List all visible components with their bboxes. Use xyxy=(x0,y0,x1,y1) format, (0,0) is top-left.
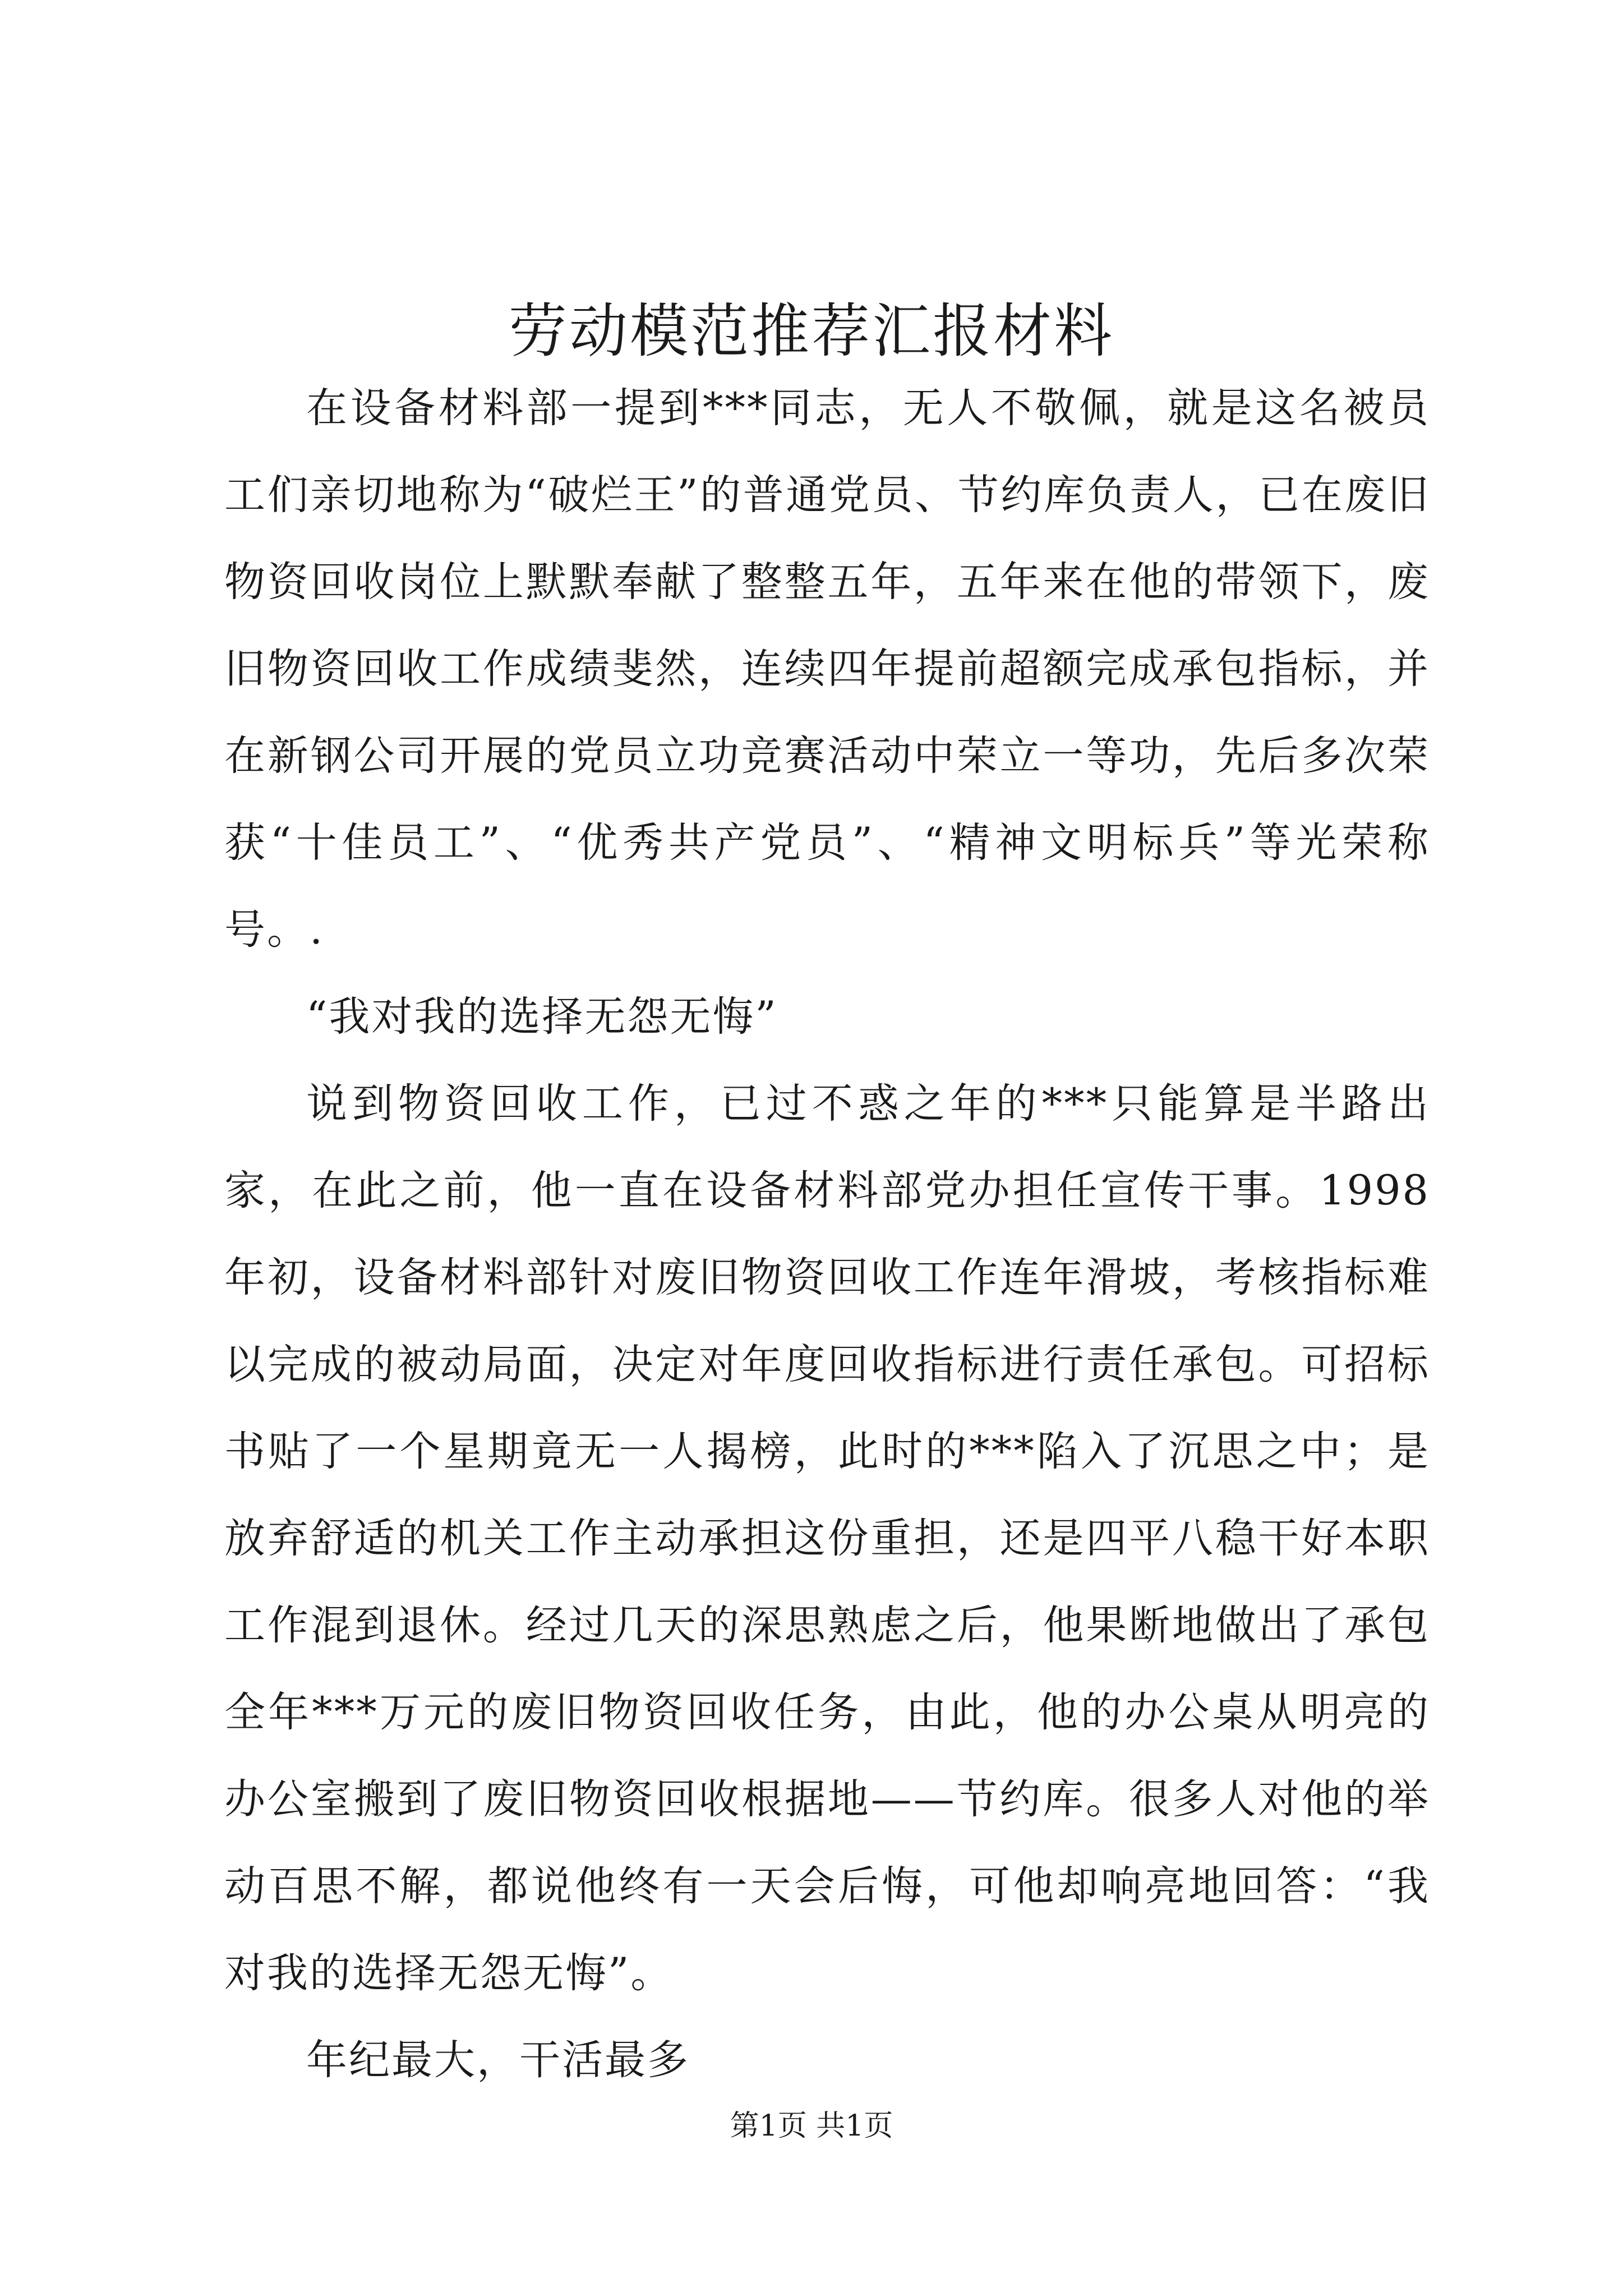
section-heading-work: 年纪最大，干活最多 xyxy=(306,2036,690,2084)
paragraph-choice: 说到物资回收工作，已过不惑之年的***只能算是半路出家，在此之前，他一直在设备材料部党办担任宣传干事。1998年初，设备材料部针对废旧物资回收工作连年滑坡，考核指标难以完成的被动局面，决定对年度回收指标进行责任承包。可招标书贴了一个星期竟无一人揭榜，此时的***陷入了沉思之中；是放弃舒适的机关工作主动承担这份重担，还是四平八稳干好本职工作混到退休。经过几天的深思熟虑之后，他果断地做出了承包全年***万元的废旧物资回收任务，由此，他的办公桌从明亮的办公室搬到了废旧物资回收根据地——节约库。很多人对他的举动百思不解，都说他终有一天会后悔，可他却响亮地回答：“我对我的选择无怨无悔”。 xyxy=(224,1080,1430,1997)
document-body xyxy=(224,365,1430,2104)
section-heading-choice: “我对我的选择无怨无悔” xyxy=(306,993,778,1041)
page-number-footer: 第1页 共1页 xyxy=(730,2109,893,2143)
document-title: 劳动模范推荐汇报材料 xyxy=(508,297,1114,365)
paragraph-intro: 在设备材料部一提到***同志，无人不敬佩，就是这名被员工们亲切地称为“破烂王”的普通党员、节约库负责人，已在废旧物资回收岗位上默默奉献了整整五年，五年来在他的带领下，废旧物资回收工作成绩斐然，连续四年提前超额完成承包指标，并在新钢公司开展的党员立功竞赛活动中荣立一等功，先后多次荣获“十佳员工”、“优秀共产党员”、“精神文明标兵”等光荣称号。. xyxy=(224,384,1430,954)
